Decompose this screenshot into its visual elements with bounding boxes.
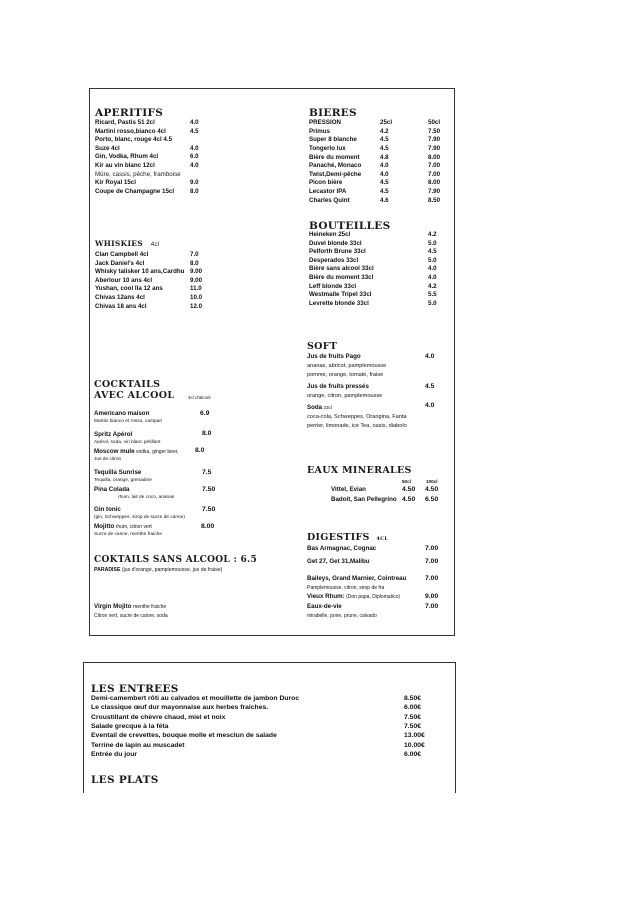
cocktail-name: Moscow mule — [94, 448, 135, 455]
biere-name: Super 8 blanche — [309, 136, 357, 144]
digestif-row — [307, 545, 376, 554]
soft-desc: ananas, abricot, pamplemousse — [307, 363, 387, 369]
bouteille-name: Heineken 25cl — [309, 231, 351, 238]
cocktail-desc: Apérol, soda, vin blanc pétillant — [94, 440, 161, 445]
digestif-inline: (Don papa, Diplomatico) — [344, 594, 401, 600]
aperitif-price: 9.0 — [190, 179, 199, 187]
whisky-name: Yushan, cool lla 12 ans — [95, 285, 163, 293]
whisky-price: 8.0 — [190, 259, 199, 267]
cocktail-inline-desc: rhum, citron vert — [114, 524, 152, 530]
aperitif-price: 4.0 — [190, 162, 199, 169]
biere-price-50: 8.00 — [428, 153, 441, 161]
bouteille-price: 4.0 — [428, 265, 437, 273]
eaux-col-100: 100cl — [426, 479, 438, 484]
soft-name: Jus de fruits Pago — [307, 353, 361, 360]
soft-desc: pomme, orange, tomate, fraise — [307, 372, 384, 378]
frame-top-1 — [89, 88, 455, 89]
cocktail-desc: rhum, lait de coco, ananas — [118, 495, 175, 500]
virgin-desc: Citron vert, sucre de canne, soda — [94, 613, 168, 619]
biere-price-25: 4.5 — [380, 179, 389, 187]
whisky-price: 9.00 — [190, 268, 203, 276]
cocktail-price: 8.0 — [202, 430, 212, 437]
frame-bottom-2 — [89, 635, 455, 636]
eau-price-100: 6.50 — [425, 496, 439, 503]
biere-name: Bière du moment — [309, 153, 360, 161]
bouteille-name: Westmalle Tripel 33cl — [309, 291, 372, 299]
entree-name: Le classique œuf dur mayonnaise aux herbes fraiches. — [91, 704, 269, 712]
whiskies-title-text: WHISKIES — [95, 239, 143, 248]
cocktail-price: 7.50 — [202, 486, 216, 493]
frame-left-2 — [89, 330, 90, 636]
soft-unit: 33cl — [322, 405, 332, 410]
aperitif-price: 4.0 — [190, 119, 199, 126]
digestifs-title — [307, 532, 388, 543]
aperitifs-title: APERITIFS — [95, 107, 164, 119]
frame-right-2 — [454, 330, 455, 636]
digestif-row — [307, 603, 342, 612]
digestif-desc: Pamplemousse, citron, sirop de fra — [307, 584, 385, 591]
biere-name: Picon bière — [309, 179, 343, 187]
frame-left-1 — [89, 88, 90, 332]
cocktail-desc: Sucre de canne, menthe fraiche — [94, 532, 162, 537]
aperitif-name: Kir au vin blanc 12cl — [95, 162, 155, 169]
biere-name: Tongerlo lux — [309, 145, 346, 152]
digestifs-title-text: DIGESTIFS — [307, 532, 370, 543]
eau-name: Vittel, Evian — [331, 486, 366, 493]
digestif-row — [307, 593, 400, 602]
biere-price-50: 7.00 — [428, 162, 441, 170]
eau-name: Badoit, San Pellegrino — [331, 496, 397, 503]
whisky-name: Aberlour 10 ans 4cl — [95, 276, 153, 284]
digestif-name: Eaux-de-vie — [307, 603, 342, 610]
biere-name: Twist,Demi-pêche — [309, 170, 362, 178]
soft-row — [307, 353, 361, 362]
bouteille-price: 5.0 — [428, 299, 437, 307]
cocktail-inline-desc: vodka, ginger beer, — [134, 449, 179, 455]
whisky-price: 9.00 — [190, 276, 203, 284]
biere-price-25: 4.5 — [380, 188, 389, 195]
bouteille-price: 5.0 — [428, 256, 437, 264]
virgin-row — [94, 603, 166, 612]
eau-price-100: 4.50 — [425, 486, 439, 493]
biere-name: Panaché, Monaco — [309, 162, 362, 170]
frame-right-1 — [454, 88, 455, 332]
whisky-name: Clan Campbell 4cl — [95, 251, 149, 258]
bouteille-name: Leff blonde 33cl — [309, 282, 357, 290]
bouteille-price: 4.5 — [428, 248, 437, 256]
eaux-title: EAUX MINERALES — [307, 465, 412, 476]
entree-price: 6.00€ — [404, 704, 422, 712]
aperitif-name: Martini rosso,bianco 4cl — [95, 127, 166, 135]
frame-left-3 — [83, 662, 84, 793]
bouteille-name: Desperados 33cl — [309, 256, 359, 264]
entree-price: 7.50€ — [404, 722, 422, 730]
biere-price-25: 4.6 — [380, 196, 389, 204]
whiskies-unit: 4cl — [150, 242, 160, 248]
soft-name: Soda — [307, 404, 323, 411]
digestif-price: 7.00 — [425, 545, 439, 552]
entrees-title: LES ENTREES — [91, 683, 179, 695]
cocktail-desc: (gin, Schweppes, sirop de sucre de canne) — [94, 515, 185, 520]
biere-price-50: 7.00 — [428, 170, 441, 178]
whisky-name: Jack Daniel's 4cl — [95, 259, 145, 267]
entree-name: Croustillant de chèvre chaud, miel et noix — [91, 713, 226, 721]
bouteille-name: Pelforth Brune 33cl — [309, 248, 366, 256]
whisky-name: Whisky talisker 10 ans,Cardhu — [95, 268, 185, 276]
entree-price: 13.00€ — [404, 732, 425, 740]
biere-price-25: 4.0 — [380, 162, 389, 170]
soft-desc: coca-cola, Schweppes, Orangina, Fanta — [307, 414, 407, 420]
bouteille-name: Bière sans alcool 33cl — [309, 265, 374, 273]
biere-price-50: 7.90 — [428, 145, 441, 152]
biere-price-50: 7.50 — [428, 127, 441, 135]
digestif-price: 9.00 — [425, 593, 439, 600]
bouteille-price: 4.2 — [428, 282, 437, 290]
cocktail-name: Pina Colada — [94, 486, 130, 493]
soft-price: 4.5 — [425, 383, 435, 390]
cocktail-name: Gin tonic — [94, 506, 121, 513]
biere-price-25: 4.5 — [380, 136, 389, 144]
biere-price-25: 4.5 — [380, 145, 389, 152]
eaux-col-50: 50cl — [402, 479, 411, 484]
aperitif-price: 8.0 — [190, 187, 199, 195]
paradise-row — [94, 566, 222, 575]
bieres-title: BIERES — [309, 107, 357, 119]
virgin-name: Virgin Mojito — [94, 603, 132, 610]
biere-name: Charles Quint — [309, 196, 350, 204]
bouteille-name: Bière du moment 33cl — [309, 274, 374, 281]
bouteille-price: 5.0 — [428, 239, 437, 247]
aperitif-name: Porto, blanc, rouge 4cl 4.5 — [95, 136, 173, 144]
cocktails-subtitle: AVEC ALCOOL — [94, 390, 175, 401]
whiskies-title — [95, 239, 160, 248]
biere-price-50: 8.50 — [428, 196, 441, 204]
cocktail-price: 8.00 — [201, 523, 215, 530]
cocktail-name: Tequilla Sunrise — [94, 469, 142, 476]
bouteille-name: Duvel blonde 33cl — [309, 239, 362, 247]
aperitif-name: Kir Royal 15cl — [95, 179, 136, 187]
digestif-row — [307, 558, 370, 567]
aperitif-name: Gin, Vodka, Rhum 4cl — [95, 153, 159, 161]
entree-price: 6.00€ — [404, 750, 422, 758]
whisky-name: Chivas 12ans 4cl — [95, 294, 145, 301]
digestif-row — [307, 575, 406, 584]
entree-price: 10.00€ — [404, 741, 425, 749]
whisky-price: 12.0 — [190, 302, 203, 310]
bouteille-price: 5.5 — [428, 291, 437, 299]
cocktail-name: Americano maison — [94, 410, 150, 417]
soft-desc: orange, citron, pamplemousse — [307, 393, 383, 399]
frame-right-3 — [455, 662, 456, 793]
digestif-desc: mirabelle, poire, prune, calvado — [307, 612, 377, 619]
cocktails-title: COCKTAILS — [94, 379, 161, 390]
soft-price: 4.0 — [425, 402, 435, 409]
cocktail-name: Mojitto — [94, 523, 115, 530]
entree-price: 8.50€ — [404, 695, 422, 702]
paradise-desc: (jus d'orange, pamplemousse, jus de fraise) — [121, 567, 223, 573]
cocktail-name: Spritz Apérol — [94, 431, 133, 438]
cocktail-price: 6.9 — [200, 410, 210, 417]
eau-price-50: 4.50 — [402, 496, 416, 503]
entree-name: Demi-camembert rôti au calvados et mouillette de jambon Duroc — [91, 695, 300, 702]
cocktail-desc: Tequilla, orange, grenadine — [94, 478, 152, 483]
whisky-price: 10.0 — [190, 294, 203, 301]
bouteilles-title: BOUTEILLES — [309, 220, 391, 232]
biere-price-25: 4.8 — [380, 153, 389, 161]
bouteille-price: 4.0 — [428, 274, 437, 281]
whisky-price: 11.0 — [190, 285, 202, 293]
digestif-name: Get 27, Get 31,Malibu — [307, 558, 370, 565]
biere-price-25: 4.2 — [380, 127, 389, 135]
paradise-name: PARADISE — [94, 567, 121, 573]
digestif-price: 7.00 — [425, 603, 439, 610]
soft-name: Jus de fruits pressés — [307, 383, 369, 390]
whisky-price: 7.0 — [190, 251, 199, 258]
aperitif-name: Suze 4cl — [95, 144, 120, 152]
sans-alcool-title: COKTAILS SANS ALCOOL : 6.5 — [94, 555, 258, 565]
soft-title: SOFT — [307, 341, 338, 352]
aperitif-name: Ricard, Pastis 51 2cl — [95, 119, 155, 126]
cocktail-desc: Martini bianco et rosso, campari — [94, 419, 162, 424]
whisky-name: Chivas 18 ans 4cl — [95, 302, 147, 310]
bouteille-price: 4.2 — [428, 231, 437, 238]
aperitif-price: 4.0 — [190, 144, 199, 152]
biere-name: Lecastor IPA — [309, 188, 347, 195]
cocktails-unit: 4cl d'alcool — [188, 395, 211, 400]
plats-title: LES PLATS — [91, 774, 159, 786]
entree-price: 7.50€ — [404, 713, 422, 721]
digestif-price: 7.00 — [425, 575, 439, 582]
soft-row — [307, 383, 369, 392]
bouteille-name: Levrette blonde 33cl — [309, 299, 369, 307]
eau-price-50: 4.50 — [402, 486, 416, 493]
biere-price-50: 8.00 — [428, 179, 441, 187]
entree-name: Entrée du jour — [91, 750, 138, 758]
soft-price: 4.0 — [425, 353, 435, 360]
bieres-col-25: 25cl — [380, 119, 393, 126]
aperitif-price: 4.5 — [190, 127, 199, 135]
entree-name: Salade grecque à la féta — [91, 722, 169, 730]
digestif-name: Bas Armagnac, Cognac — [307, 545, 377, 552]
biere-price-25: 4.0 — [380, 170, 389, 178]
bieres-col-50: 50cl — [428, 119, 441, 126]
biere-name: Primus — [309, 127, 330, 135]
aperitif-name: Mûre, cassis, pêche, framboise — [95, 170, 181, 178]
aperitif-name: Coupe de Champagne 15cl — [95, 187, 175, 195]
digestif-name: Baileys, Grand Marnier, Cointreau — [307, 575, 407, 582]
soft-desc: perrier, limonade, ice Tea, oasis, diabolo — [307, 423, 407, 429]
digestifs-unit: 4CL — [376, 536, 389, 542]
digestif-price: 7.00 — [425, 558, 439, 565]
frame-top-3 — [83, 662, 456, 663]
entree-name: Terrine de lapin au muscadet — [91, 741, 185, 749]
biere-price-50: 7.90 — [428, 188, 441, 195]
bieres-col-name: PRESSION — [309, 119, 341, 126]
cocktail-price: 7.5 — [202, 469, 212, 476]
biere-price-50: 7.90 — [428, 136, 441, 144]
soft-row — [307, 404, 332, 413]
aperitif-price: 6.0 — [190, 153, 199, 161]
cocktail-desc: Jus de citron — [94, 457, 122, 462]
entree-name: Eventail de crevettes, bouque molle et mesclun de salade — [91, 732, 277, 740]
cocktail-price: 7.50 — [202, 506, 216, 513]
digestif-name: Vieux Rhum: — [307, 593, 345, 600]
virgin-inline: menthe fraiche — [133, 604, 167, 610]
cocktail-price: 8.0 — [195, 447, 205, 454]
